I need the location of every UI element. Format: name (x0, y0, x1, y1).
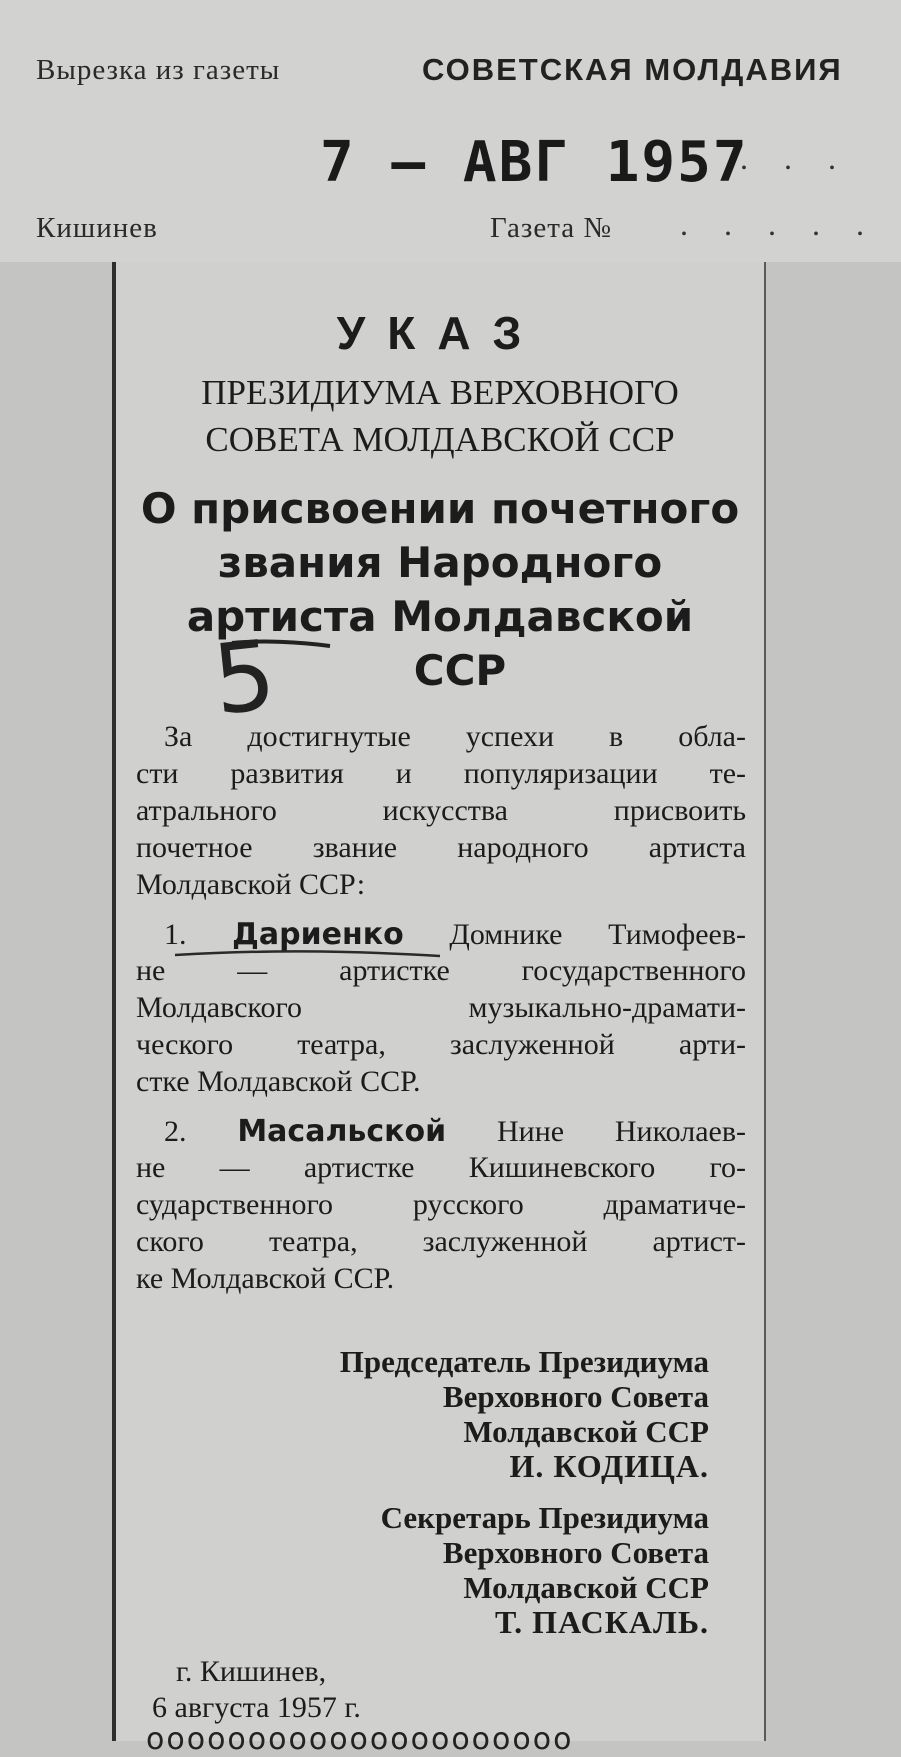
secretary-title-1: Секретарь Президиума (380, 1500, 709, 1535)
item2-line-5: ке Молдавской ССР. (136, 1262, 395, 1295)
issuer-line-2: СОВЕТА МОЛДАВСКОЙ ССР (205, 420, 675, 459)
item2-line-3: сударственного русского драматиче- (136, 1188, 746, 1221)
chairman-name: И. КОДИЦА. (509, 1448, 709, 1484)
subject-line-2: звания Народного (217, 538, 663, 587)
chairman-title-2: Верховного Совета (442, 1379, 709, 1414)
item1-number: 1. (164, 918, 187, 951)
subject-line-1: О присвоении почетного (140, 484, 740, 533)
item2-rest: Нине Николаев- (496, 1115, 746, 1148)
preamble-line-5: Молдавской ССР: (136, 868, 366, 901)
newspaper-clipping (112, 262, 766, 1757)
gazette-number-dots: . . . . . (680, 206, 878, 242)
decree-place: г. Кишинев, (176, 1655, 327, 1688)
item1-line-2: не — артистке государственного (136, 954, 746, 987)
gazette-number-label: Газета № (490, 212, 613, 244)
subject-line-3: артиста Молдавской (186, 592, 694, 641)
bottom-rule: ooooooooooooooooooooo (146, 1722, 574, 1757)
item1-line-5: стке Молдавской ССР. (136, 1065, 421, 1098)
date-dots: . . . (740, 140, 850, 176)
issuer-line-1: ПРЕЗИДИУМА ВЕРХОВНОГО (201, 373, 679, 412)
item1-surname: Дариенко (232, 917, 404, 952)
clipping-header-strip (0, 0, 901, 262)
preamble-line-1: За достигнутые успехи в обла- (164, 720, 746, 753)
secretary-signature-block (381, 1500, 709, 1640)
date-stamp: 7 — АВГ 1957 (320, 130, 749, 195)
preamble-line-4: почетное звание народного артиста (136, 831, 746, 864)
item1-rest: Домнике Тимофеев- (449, 918, 746, 951)
item2-first-line (164, 1114, 746, 1149)
preamble-line-2: сти развития и популяризации те- (136, 757, 746, 790)
secretary-title-3: Молдавской ССР (463, 1570, 709, 1605)
svg-text:5: 5 (208, 618, 281, 737)
preamble-line-3: атрального искусства присвоить (136, 794, 746, 827)
item2-surname: Масальской (237, 1114, 447, 1149)
item1-line-4: ческого театра, заслуженной арти- (136, 1028, 746, 1061)
item1-first-line (164, 917, 746, 952)
clipping-label: Вырезка из газеты (36, 54, 281, 86)
item2-number: 2. (164, 1115, 187, 1148)
subject-line-4: ССР (413, 646, 507, 695)
decree-heading: УКАЗ (336, 307, 544, 359)
item1-line-3: Молдавского музыкально-драмати- (136, 991, 746, 1024)
newspaper-name: СОВЕТСКАЯ МОЛДАВИЯ (422, 52, 843, 87)
item2-line-4: ского театра, заслуженной артист- (136, 1225, 746, 1258)
secretary-name: Т. ПАСКАЛЬ. (495, 1604, 709, 1640)
decree-date: 6 августа 1957 г. (152, 1691, 361, 1724)
chairman-title-1: Председатель Президиума (339, 1344, 709, 1379)
secretary-title-2: Верховного Совета (442, 1535, 709, 1570)
chairman-title-3: Молдавской ССР (463, 1414, 709, 1449)
item2-line-2: не — артистке Кишиневского го- (136, 1151, 746, 1184)
chairman-signature-block (340, 1344, 709, 1484)
city-label: Кишинев (36, 212, 158, 244)
